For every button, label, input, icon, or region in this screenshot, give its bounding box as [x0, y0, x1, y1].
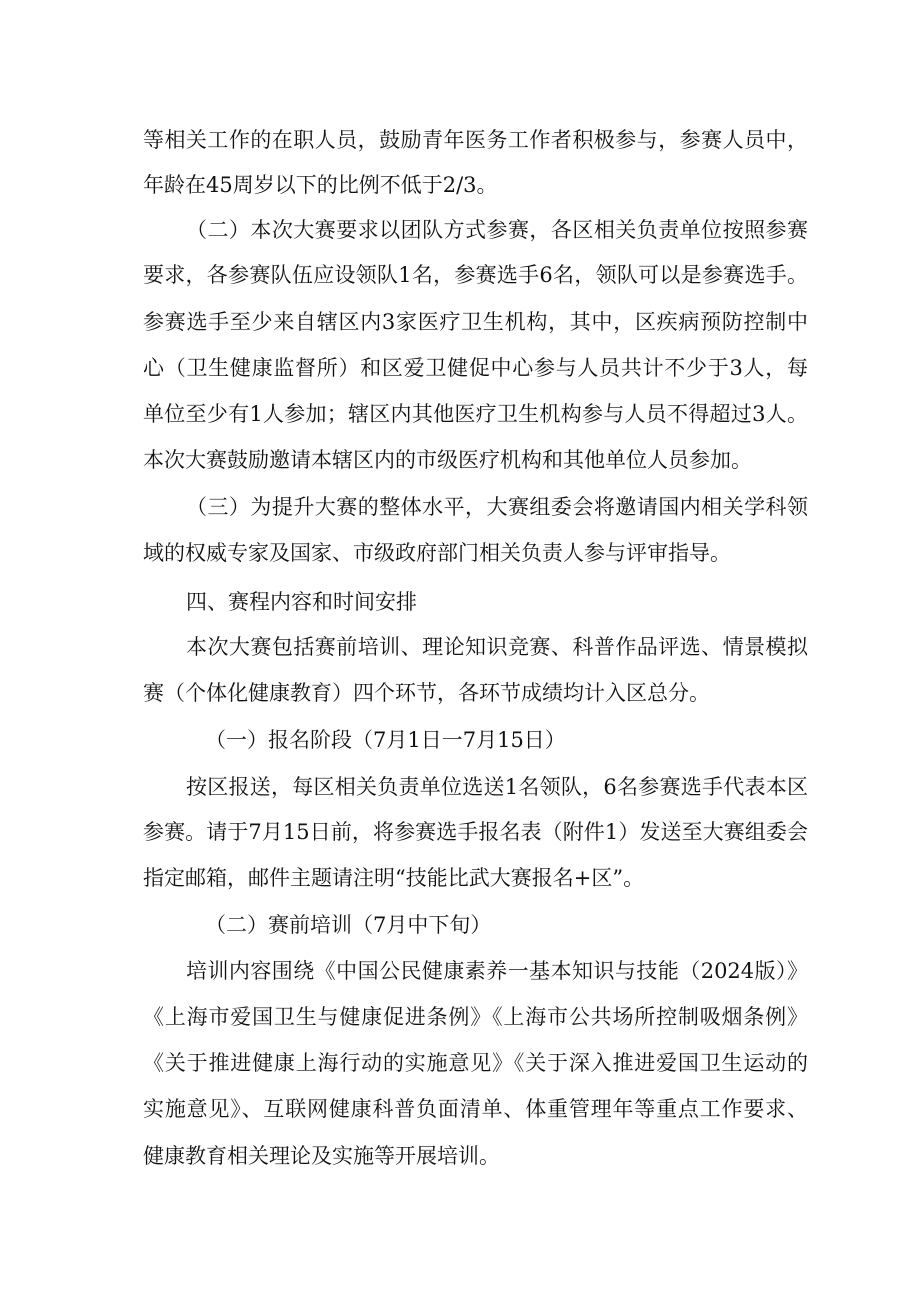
text-line: 等相关工作的在职人员，鼓励青年医务工作者积极参与，参赛人员中， [143, 128, 808, 152]
paragraph-first-line: 本次大赛包括赛前培训、理论知识竞赛、科普作品评选、情景模拟 [186, 635, 808, 659]
paragraph-first-line: （二）本次大赛要求以团队方式参赛，各区相关负责单位按照参赛 [186, 218, 808, 242]
section-heading: 四、赛程内容和时间安排 [186, 590, 417, 614]
text-line: 年龄在45周岁以下的比例不低于2/3。 [143, 173, 498, 197]
paragraph-first-line: 按区报送，每区相关负责单位选送1名领队，6名参赛选手代表本区 [186, 775, 808, 799]
subsection-heading: （二）赛前培训（7月中下旬） [205, 913, 492, 937]
text-line: 《上海市爱国卫生与健康促进条例》《上海市公共场所控制吸烟条例》 [143, 1005, 808, 1029]
text-line: 实施意见》、互联网健康科普负面清单、体重管理年等重点工作要求、 [143, 1097, 808, 1121]
text-line: 本次大赛鼓励邀请本辖区内的市级医疗机构和其他单位人员参加。 [143, 448, 752, 472]
text-line: 参赛。请于7月15日前，将参赛选手报名表（附件1）发送至大赛组委会 [143, 820, 808, 844]
text-line: 健康教育相关理论及实施等开展培训。 [143, 1144, 500, 1168]
subsection-heading: （一）报名阶段（7月1日一7月15日） [205, 728, 566, 752]
text-line: 单位至少有1人参加；辖区内其他医疗卫生机构参与人员不得超过3人。 [143, 402, 808, 426]
text-line: 参赛选手至少来自辖区内3家医疗卫生机构，其中，区疾病预防控制中 [143, 310, 808, 334]
paragraph-first-line: 培训内容围绕《中国公民健康素养一基本知识与技能（2024版）》 [186, 959, 808, 983]
text-line: 心（卫生健康监督所）和区爱卫健促中心参与人员共计不少于3人，每 [143, 356, 808, 380]
text-line: 《关于推进健康上海行动的实施意见》《关于深入推进爱国卫生运动的 [143, 1051, 808, 1075]
text-line: 指定邮箱，邮件主题请注明“技能比武大赛报名+区”。 [143, 866, 645, 890]
text-line: 赛（个体化健康教育）四个环节，各环节成绩均计入区总分。 [143, 681, 710, 705]
paragraph-first-line: （三）为提升大赛的整体水平，大赛组委会将邀请国内相关学科领 [186, 495, 808, 519]
text-line: 要求，各参赛队伍应设领队1名，参赛选手6名，领队可以是参赛选手。 [143, 263, 808, 287]
text-line: 域的权威专家及国家、市级政府部门相关负责人参与评审指导。 [143, 541, 731, 565]
